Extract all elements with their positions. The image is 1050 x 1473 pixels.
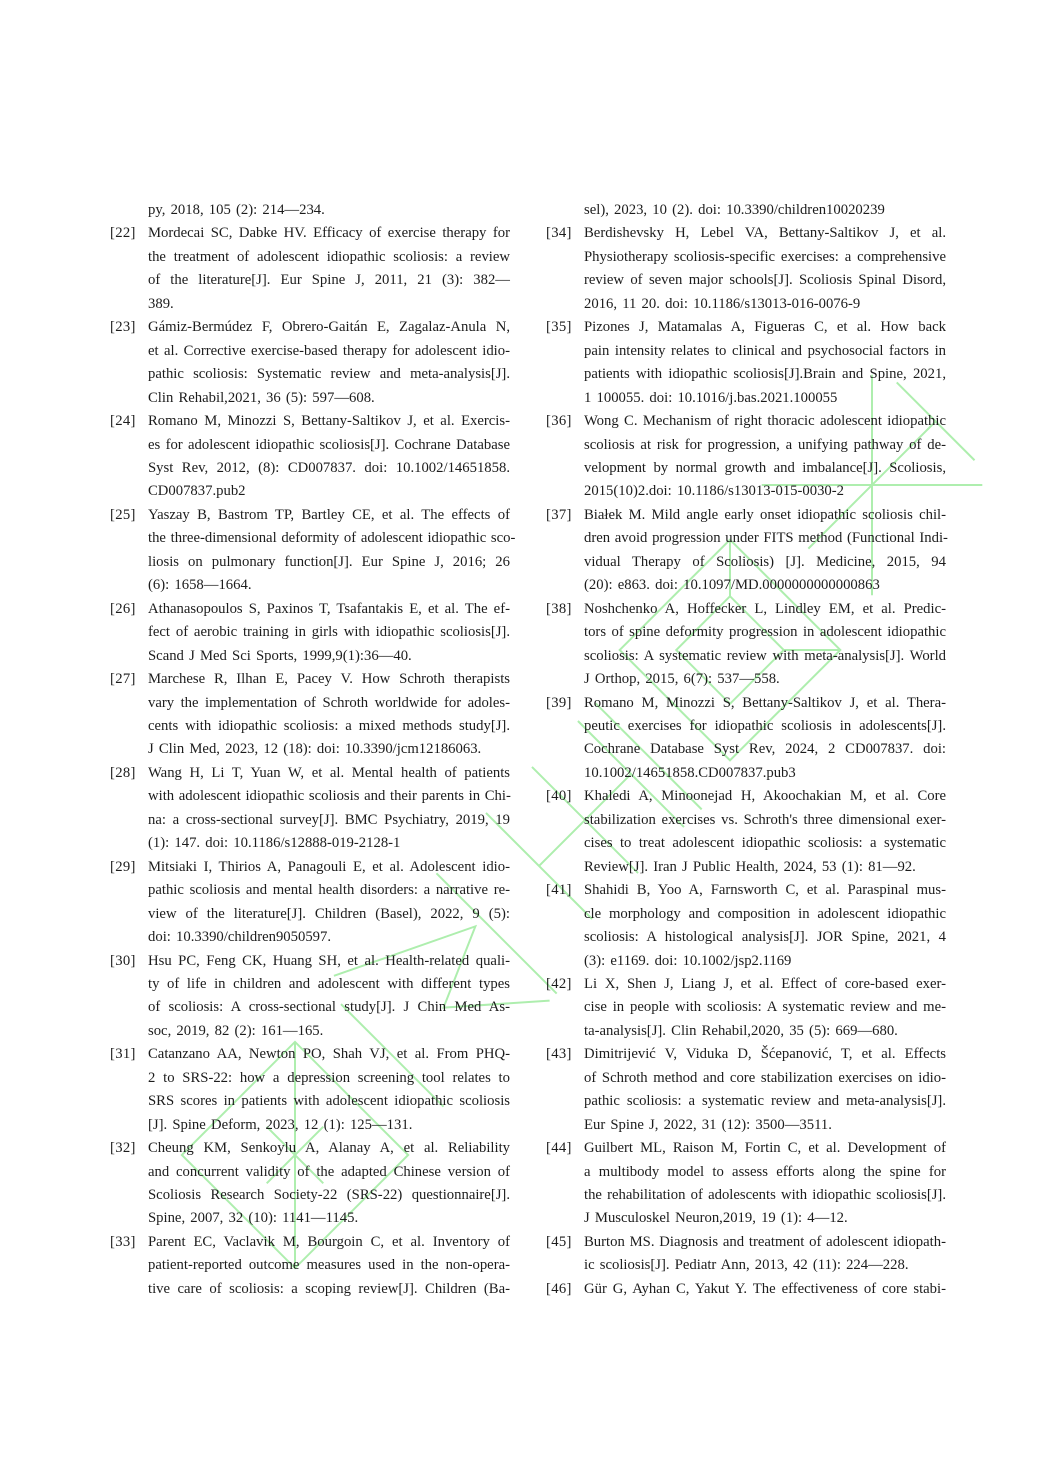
reference-number: [40] (546, 788, 572, 805)
reference-line: 2016, 11 20. doi: 10.1186/s13013-016-0076-9 (584, 295, 861, 312)
reference-entry (110, 856, 510, 950)
reference-line: ta-analysis[J]. Clin Rehabil,2020, 35 (5): 669—680. (584, 1022, 898, 1039)
reference-line: cise in people with scoliosis: A systematic review and me- (584, 999, 946, 1016)
reference-line: Wong C. Mechanism of right thoracic adolescent idiopathic (584, 413, 946, 430)
reference-line: scoliosis: A systematic review with meta-analysis[J]. World (584, 647, 946, 664)
reference-text (584, 1137, 946, 1231)
reference-entry (110, 598, 510, 668)
reference-entry (546, 316, 946, 410)
reference-text (584, 199, 946, 222)
reference-number: [43] (546, 1046, 572, 1063)
reference-line: dren avoid progression under FITS method (Functional Indi- (584, 530, 948, 547)
reference-number: [46] (546, 1280, 572, 1297)
reference-text (584, 504, 946, 598)
reference-line: with adolescent idiopathic scoliosis and their parents in Chi- (148, 788, 511, 805)
reference-text (148, 762, 510, 856)
reference-line: fect of aerobic training in girls with idiopathic scoliosis[J]. (148, 624, 510, 641)
reference-line: patient-reported outcome measures used in the non-opera- (148, 1257, 510, 1274)
reference-line: Dimitrijević V, Viduka D, Šćepanović, T, et al. Effects (584, 1046, 946, 1063)
reference-line: Wang H, Li T, Yuan W, et al. Mental health of patients (148, 764, 510, 781)
reference-line: Khaledi A, Minoonejad H, Akoochakian M, et al. Core (584, 788, 946, 805)
reference-number: [30] (110, 952, 136, 969)
reference-entry (546, 879, 946, 973)
reference-number: [35] (546, 319, 572, 336)
reference-entry (110, 410, 510, 504)
reference-entry (110, 668, 510, 762)
references-column-left (110, 199, 516, 1301)
reference-text (584, 785, 946, 879)
reference-line: patients with idiopathic scoliosis[J].Brain and Spine, 2021, (584, 366, 946, 383)
reference-number: [32] (110, 1140, 136, 1157)
reference-line: Mordecai SC, Dabke HV. Efficacy of exercise therapy for (148, 225, 510, 242)
reference-number: [29] (110, 858, 136, 875)
reference-line: Berdishevsky H, Lebel VA, Bettany-Saltikov J, et al. (584, 225, 946, 242)
reference-line: Gámiz-Bermúdez F, Obrero-Gaitán E, Zagalaz-Anula N, (148, 319, 510, 336)
reference-number: [41] (546, 882, 572, 899)
reference-line: J Musculoskel Neuron,2019, 19 (1): 4—12. (584, 1210, 848, 1227)
reference-line: Shahidi B, Yoo A, Farnsworth C, et al. Paraspinal mus- (584, 882, 946, 899)
reference-line: J Orthop, 2015, 6(7): 537—558. (584, 671, 780, 688)
reference-text (148, 199, 510, 222)
reference-entry (110, 316, 510, 410)
reference-text (584, 222, 946, 316)
reference-line: of Schroth method and core stabilization exercises on idio- (584, 1069, 946, 1086)
reference-number: [37] (546, 506, 572, 523)
reference-text (148, 856, 510, 950)
reference-line: pathic scoliosis: a systematic review and meta-analysis[J]. (584, 1093, 946, 1110)
reference-text (148, 316, 510, 410)
reference-entry (546, 222, 946, 316)
reference-text (148, 1231, 510, 1301)
reference-text (584, 1278, 946, 1301)
reference-line: (1): 147. doi: 10.1186/s12888-019-2128-1 (148, 835, 401, 852)
reference-number: [24] (110, 413, 136, 430)
reference-line: Noshchenko A, Hoffecker L, Lindley EM, et al. Predic- (584, 600, 946, 617)
reference-entry (110, 199, 510, 222)
reference-line: et al. Corrective exercise-based therapy for adolescent idio- (148, 342, 510, 359)
reference-line: CD007837.pub2 (148, 483, 246, 500)
reference-line: Yaszay B, Bastrom TP, Bartley CE, et al. The effects of (148, 506, 510, 523)
reference-text (148, 410, 510, 504)
reference-line: stabilization exercises vs. Schroth's three dimensional exer- (584, 811, 946, 828)
reference-line: peutic exercises for idiopathic scoliosis in adolescents[J]. (584, 717, 946, 734)
reference-number: [42] (546, 975, 572, 992)
reference-line: es for adolescent idiopathic scoliosis[J]. Cochrane Database (148, 436, 510, 453)
reference-entry (110, 1231, 510, 1301)
reference-line: Burton MS. Diagnosis and treatment of adolescent idiopath- (584, 1233, 946, 1250)
reference-line: the three-dimensional deformity of adolescent idiopathic sco- (148, 530, 516, 547)
reference-number: [36] (546, 413, 572, 430)
reference-line: Eur Spine J, 2022, 31 (12): 3500—3511. (584, 1116, 832, 1133)
reference-line: pain intensity relates to clinical and psychosocial factors in (584, 342, 946, 359)
reference-line: Pizones J, Matamalas A, Figueras C, et al. How back (584, 319, 946, 336)
reference-line: scoliosis at risk for progression, a unifying pathway of de- (584, 436, 946, 453)
reference-entry (546, 598, 946, 692)
reference-text (148, 504, 516, 598)
reference-text (584, 598, 946, 692)
reference-line: vidual Therapy of Scoliosis) [J]. Medicine, 2015, 94 (584, 553, 946, 570)
reference-line: velopment by normal growth and imbalance[J]. Scoliosis, (584, 459, 946, 476)
reference-line: view of the literature[J]. Children (Basel), 2022, 9 (5): (148, 905, 510, 922)
reference-line: 389. (148, 295, 174, 312)
reference-entry (546, 199, 946, 222)
reference-entry (110, 950, 510, 1044)
reference-entry (110, 1137, 510, 1231)
reference-number: [39] (546, 694, 572, 711)
reference-entry (110, 222, 510, 316)
reference-line: doi: 10.3390/children9050597. (148, 929, 332, 946)
reference-line: Romano M, Minozzi S, Bettany-Saltikov J, et al. Exercis- (148, 413, 510, 430)
reference-line: cle morphology and composition in adolescent idiopathic (584, 905, 946, 922)
reference-number: [26] (110, 600, 136, 617)
reference-line: the treatment of adolescent idiopathic scoliosis: a review (148, 248, 510, 265)
reference-line: tive care of scoliosis: a scoping review[J]. Children (Ba- (148, 1280, 510, 1297)
reference-line: Scand J Med Sci Sports, 1999,9(1):36—40. (148, 647, 412, 664)
reference-line: tors of spine deformity progression in adolescent idiopathic (584, 624, 946, 641)
reference-text (148, 1137, 510, 1231)
reference-number: [38] (546, 600, 572, 617)
reference-line: na: a cross-sectional survey[J]. BMC Psychiatry, 2019, 19 (148, 811, 510, 828)
reference-number: [33] (110, 1233, 136, 1250)
reference-line: J Clin Med, 2023, 12 (18): doi: 10.3390/jcm12186063. (148, 741, 482, 758)
reference-line: Hsu PC, Feng CK, Huang SH, et al. Health-related quali- (148, 952, 510, 969)
reference-line: liosis on pulmonary function[J]. Eur Spine J, 2016; 26 (148, 553, 510, 570)
reference-line: ic scoliosis[J]. Pediatr Ann, 2013, 42 (11): 224—228. (584, 1257, 909, 1274)
reference-text (584, 1231, 946, 1278)
reference-line: 10.1002/14651858.CD007837.pub3 (584, 764, 796, 781)
reference-number: [23] (110, 319, 136, 336)
reference-text (584, 879, 946, 973)
reference-text (148, 222, 510, 316)
reference-line: (20): e863. doi: 10.1097/MD.0000000000000863 (584, 577, 880, 594)
reference-number: [27] (110, 671, 136, 688)
reference-text (148, 598, 510, 668)
reference-entry (110, 504, 516, 598)
reference-text (584, 692, 946, 786)
reference-line: soc, 2019, 82 (2): 161—165. (148, 1022, 324, 1039)
reference-line: Spine, 2007, 32 (10): 1141—1145. (148, 1210, 359, 1227)
reference-line: Gür G, Ayhan C, Yakut Y. The effectiveness of core stabi- (584, 1280, 946, 1297)
reference-line: SRS scores in patients with adolescent idiopathic scoliosis (148, 1093, 510, 1110)
reference-line: 1 100055. doi: 10.1016/j.bas.2021.100055 (584, 389, 838, 406)
reference-line: Clin Rehabil,2021, 36 (5): 597—608. (148, 389, 375, 406)
reference-line: Syst Rev, 2012, (8): CD007837. doi: 10.1002/14651858. (148, 459, 510, 476)
reference-line: Marchese R, Ilhan E, Pacey V. How Schroth therapists (148, 671, 510, 688)
reference-line: Parent EC, Vaclavik M, Bourgoin C, et al. Inventory of (148, 1233, 510, 1250)
reference-line: review of seven major schools[J]. Scoliosis Spinal Disord, (584, 272, 946, 289)
reference-number: [25] (110, 506, 136, 523)
reference-entry (546, 785, 946, 879)
reference-line: cents with idiopathic scoliosis: a mixed methods study[J]. (148, 717, 510, 734)
reference-number: [34] (546, 225, 572, 242)
reference-number: [44] (546, 1140, 572, 1157)
reference-entry (546, 1278, 946, 1301)
reference-number: [28] (110, 764, 136, 781)
reference-line: 2 to SRS-22: how a depression screening tool relates to (148, 1069, 510, 1086)
reference-line: sel), 2023, 10 (2). doi: 10.3390/children10020239 (584, 202, 885, 218)
reference-entry (110, 762, 510, 856)
reference-line: Review[J]. Iran J Public Health, 2024, 53 (1): 81—92. (584, 858, 916, 875)
reference-line: Cochrane Database Syst Rev, 2024, 2 CD007837. doi: (584, 741, 946, 758)
reference-text (148, 1043, 510, 1137)
reference-line: pathic scoliosis: Systematic review and meta-analysis[J]. (148, 366, 510, 383)
reference-line: Catanzano AA, Newton PO, Shah VJ, et al. From PHQ- (148, 1046, 510, 1063)
reference-text (148, 950, 510, 1044)
reference-entry (546, 504, 946, 598)
reference-line: 2015(10)2.doi: 10.1186/s13013-015-0030-2 (584, 483, 845, 500)
reference-entry (546, 1137, 946, 1231)
reference-text (584, 973, 946, 1043)
reference-line: of scoliosis: A cross-sectional study[J]. J Chin Med As- (148, 999, 510, 1016)
reference-line: vary the implementation of Schroth worldwide for adoles- (148, 694, 510, 711)
reference-line: pathic scoliosis and mental health disorders: a narrative re- (148, 882, 510, 899)
reference-entry (546, 1231, 946, 1278)
reference-entry (546, 1043, 946, 1137)
reference-line: Guilbert ML, Raison M, Fortin C, et al. Development of (584, 1140, 946, 1157)
reference-line: [J]. Spine Deform, 2023, 12 (1): 125—131. (148, 1116, 413, 1133)
reference-line: Li X, Shen J, Liang J, et al. Effect of core-based exer- (584, 975, 946, 992)
reference-text (584, 410, 946, 504)
reference-entry (546, 973, 946, 1043)
reference-line: py, 2018, 105 (2): 214—234. (148, 202, 325, 218)
reference-line: and concurrent validity of the adapted Chinese version of (148, 1163, 510, 1180)
reference-line: cises to treat adolescent idiopathic scoliosis: a systematic (584, 835, 946, 852)
reference-line: Romano M, Minozzi S, Bettany-Saltikov J, et al. Thera- (584, 694, 946, 711)
references-section (110, 199, 946, 1301)
reference-line: Mitsiaki I, Thirios A, Panagouli E, et al. Adolescent idio- (148, 858, 510, 875)
reference-text (584, 1043, 946, 1137)
reference-line: of the literature[J]. Eur Spine J, 2011, 21 (3): 382— (148, 272, 510, 289)
reference-text (148, 668, 510, 762)
reference-line: the rehabilitation of adolescents with idiopathic scoliosis[J]. (584, 1187, 946, 1204)
reference-number: [22] (110, 225, 136, 242)
reference-entry (546, 410, 946, 504)
reference-entry (110, 1043, 510, 1137)
reference-line: a multibody model to assess efforts along the spine for (584, 1163, 946, 1180)
reference-text (584, 316, 946, 410)
reference-line: ty of life in children and adolescent with different types (148, 975, 510, 992)
reference-entry (546, 692, 946, 786)
reference-number: [45] (546, 1233, 572, 1250)
reference-line: Athanasopoulos S, Paxinos T, Tsafantakis E, et al. The ef- (148, 600, 510, 617)
reference-line: Scoliosis Research Society-22 (SRS-22) questionnaire[J]. (148, 1187, 510, 1204)
references-column-right (546, 199, 946, 1301)
reference-line: Białek M. Mild angle early onset idiopathic scoliosis chil- (584, 506, 946, 523)
reference-line: (6): 1658—1664. (148, 577, 252, 594)
reference-line: Physiotherapy scoliosis-specific exercises: a comprehensive (584, 248, 946, 265)
reference-line: Cheung KM, Senkoylu A, Alanay A, et al. Reliability (148, 1140, 510, 1157)
reference-number: [31] (110, 1046, 136, 1063)
reference-line: (3): e1169. doi: 10.1002/jsp2.1169 (584, 952, 792, 969)
reference-line: scoliosis: A histological analysis[J]. JOR Spine, 2021, 4 (584, 929, 946, 946)
